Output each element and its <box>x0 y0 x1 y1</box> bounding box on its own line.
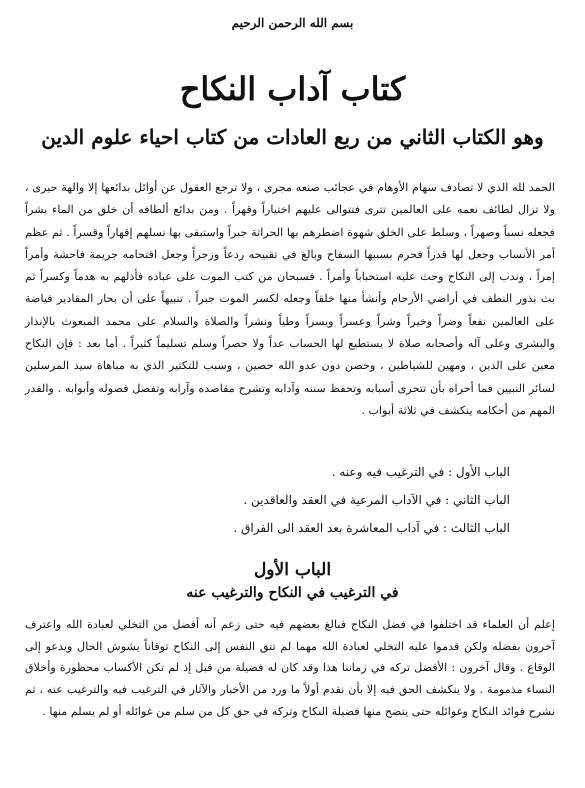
chapter-paragraph <box>25 614 555 723</box>
chapters-list <box>50 458 510 542</box>
intro-paragraph <box>25 177 555 422</box>
chapter-entry-2: الباب الثاني : في الآداب المرعية في العقد والعاقدين . <box>243 493 510 507</box>
book-title: كتاب آداب النكاح <box>179 70 406 108</box>
chapter-entry-1: الباب الأول : في الترغيب فيه وعنه . <box>331 465 510 479</box>
basmala: بسم الله الرحمن الرحيم <box>231 16 354 30</box>
chapter-entry-3: الباب الثالث : في آداب المعاشرة بعد العقد الى الفراق . <box>233 521 510 535</box>
book-subtitle: وهو الكتاب الثاني من ربع العادات من كتاب احياء علوم الدين <box>41 125 544 149</box>
chapter-text: إعلم أن العلماء قد اختلفوا في فضل النكاح فبالغ بعضهم فيه حتى زعم أنه أفضل من التخلي لعبادة الله واعترف آخرون بفضله ولكن قدموا عليه التخلي لعبادة الله مهما لم تتق النفس إلى النكاح توقاناً يشوش الحال ويدعو إلى الوقاع . وقال آخرون : الأفضل تركه في زماننا هذا وقد كان له فضيلة من قبل إذ لم تكن الأكساب محظورة وأخلاق النساء مذمومة . ولا ينكشف الحق فيه إلا بأن نقدم أولاً ما ورد من الأخبار والآثار في الترغيب فيه والترغيب عنه ، ثم نشرح فوائد النكاح وغوائله حتى يتضح منها فضيلة النكاح وتركه في حق كل من سلم من غوائله أو لم يسلم منها . <box>25 618 555 718</box>
intro-text: الحمد لله الذي لا تصادف سهام الأوهام في عجائب صنعه مجرى ، ولا ترجع العقول عن أوائل بدائعها إلا والهة حيرى ، ولا تزال لطائف نعمه على العالمين تترى فتتوالى عليهم اختياراً وقهراً . ومن بدائع ألطافه أن خلق من الماء بشراً فجعله نسباً وصهراً ، وسلط على الخلق شهوة اضطرهم بها الحراثة جبراً واستبقى بها نسلهم إقهاراً وقسراً . ثم عظم أمر الأنساب وجعل لها قدراً فحرم بسببها السفاح وبالغ في تقبيحه ردعاً وزجراً وجعل اقتحامه جريمة فاحشة وأمراً إمراً ، وندب إلى النكاح وحث عليه استحباباً وأمراً . فسبحان من كتب الموت على عباده فأذلهم به هدماً وكسراً ثم بث بذور النطف في أراضي الأرحام وأنشأ منها خلقاً وجعله لكسر الموت جبراً . تنبيهاً على أن بحار المقادير فياضة على العالمين نفعاً وضراً وخيراً وشراً وعسراً ويسراً وطياً ونشراً والصلاة والسلام على محمد المبعوث بالإنذار والبشرى وعلى آله وأصحابه صلاة لا يستطيع لها الحساب عداً ولا حصراً وسلم تسليماً كثيراً . أما بعد : فإن النكاح معين على الدين ، ومهين للشياطين ، وحصن دون عدو الله حصين ، وسبب للتكثير الذي به مباهاة سيد المرسلين لسائر النبيين فما أحراه بأن تتحرى أسبابه وتحفظ سننه وآدابه وتشرح مقاصده وآرابه وتفصل فصوله وأبوابه . والقدر المهم من أحكامه ينكشف في ثلاثة أبواب . <box>25 181 555 417</box>
chapter-heading: الباب الأول <box>253 560 332 580</box>
chapter-subheading: في الترغيب في النكاح والترغيب عنه <box>186 585 399 601</box>
